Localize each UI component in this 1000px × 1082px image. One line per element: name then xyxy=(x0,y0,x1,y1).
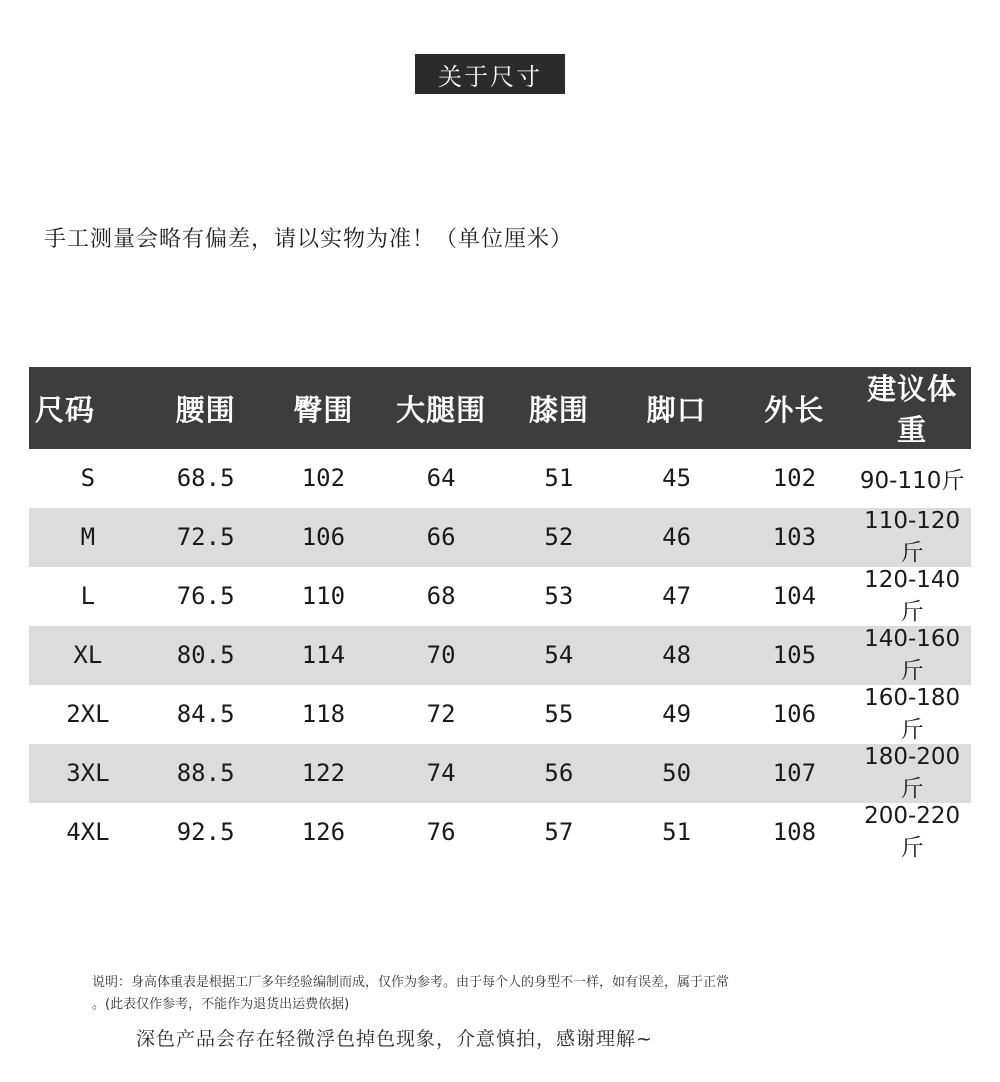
hip-cell: 118 xyxy=(301,700,346,729)
disclaimer xyxy=(92,972,729,1016)
measurement-note: 手工测量会略有偏差，请以实物为准！（单位厘米） xyxy=(44,227,574,252)
thigh-cell: 76 xyxy=(426,818,456,847)
header-waist: 腰围 xyxy=(147,367,265,449)
size-cell: L xyxy=(80,582,96,611)
knee-cell: 56 xyxy=(500,744,618,803)
hip-cell: 126 xyxy=(301,818,346,847)
size-cell: M xyxy=(29,508,147,567)
knee-cell: 53 xyxy=(544,582,574,611)
leg-opening-cell: 49 xyxy=(662,700,692,729)
disclaimer-line-2: 。(此表仅作参考，不能作为退货出运费依据) xyxy=(92,997,350,1012)
weight-cell: 120-140斤 xyxy=(864,566,961,625)
outseam-cell: 104 xyxy=(772,582,817,611)
outseam-cell: 102 xyxy=(772,464,817,493)
waist-cell: 68.5 xyxy=(176,464,235,493)
table-row xyxy=(29,685,971,744)
waist-cell: 88.5 xyxy=(147,744,265,803)
hip-cell: 122 xyxy=(265,744,383,803)
knee-cell: 54 xyxy=(500,626,618,685)
leg-opening-cell: 48 xyxy=(618,626,736,685)
header-knee: 膝围 xyxy=(500,367,618,449)
size-cell: 4XL xyxy=(66,818,110,847)
thigh-cell: 70 xyxy=(382,626,500,685)
color-fading-note: 深色产品会存在轻微浮色掉色现象，介意慎拍，感谢理解~ xyxy=(136,1028,653,1050)
weight-cell: 160-180斤 xyxy=(864,684,961,743)
size-cell: 3XL xyxy=(29,744,147,803)
thigh-cell: 74 xyxy=(382,744,500,803)
header-hip: 臀围 xyxy=(265,367,383,449)
size-chart-table xyxy=(29,367,971,862)
table-row xyxy=(29,449,971,508)
table-header-row xyxy=(29,367,971,449)
header-thigh: 大腿围 xyxy=(382,367,500,449)
weight-cell: 200-220斤 xyxy=(864,802,961,861)
outseam-cell: 106 xyxy=(772,700,817,729)
outseam-cell: 108 xyxy=(772,818,817,847)
size-cell: 2XL xyxy=(66,700,110,729)
outseam-cell: 103 xyxy=(736,508,854,567)
table-row xyxy=(29,744,971,803)
table-row xyxy=(29,567,971,626)
thigh-cell: 68 xyxy=(426,582,456,611)
hip-cell: 110 xyxy=(301,582,346,611)
knee-cell: 51 xyxy=(544,464,574,493)
leg-opening-cell: 46 xyxy=(618,508,736,567)
hip-cell: 106 xyxy=(265,508,383,567)
header-suggested-weight: 建议体重 xyxy=(853,367,971,449)
table-row xyxy=(29,803,971,862)
header-leg-opening: 脚口 xyxy=(618,367,736,449)
size-cell: S xyxy=(80,464,96,493)
knee-cell: 52 xyxy=(500,508,618,567)
outseam-cell: 105 xyxy=(736,626,854,685)
weight-cell: 180-200斤 xyxy=(853,744,971,803)
leg-opening-cell: 50 xyxy=(618,744,736,803)
page-title: 关于尺寸 xyxy=(415,54,565,94)
leg-opening-cell: 47 xyxy=(662,582,692,611)
disclaimer-line-1: 说明：身高体重表是根据工厂多年经验编制而成，仅作为参考。由于每个人的身型不一样，如有误差，属于正常 xyxy=(92,975,730,990)
weight-cell: 140-160斤 xyxy=(853,626,971,685)
outseam-cell: 107 xyxy=(736,744,854,803)
size-cell: XL xyxy=(29,626,147,685)
leg-opening-cell: 51 xyxy=(662,818,692,847)
thigh-cell: 72 xyxy=(426,700,456,729)
knee-cell: 55 xyxy=(544,700,574,729)
weight-cell: 90-110斤 xyxy=(859,467,965,494)
waist-cell: 80.5 xyxy=(147,626,265,685)
hip-cell: 102 xyxy=(301,464,346,493)
waist-cell: 92.5 xyxy=(176,818,235,847)
table-row xyxy=(29,508,971,567)
hip-cell: 114 xyxy=(265,626,383,685)
header-outseam: 外长 xyxy=(736,367,854,449)
table-row xyxy=(29,626,971,685)
waist-cell: 84.5 xyxy=(176,700,235,729)
leg-opening-cell: 45 xyxy=(662,464,692,493)
weight-cell: 110-120斤 xyxy=(853,508,971,567)
waist-cell: 72.5 xyxy=(147,508,265,567)
thigh-cell: 66 xyxy=(382,508,500,567)
waist-cell: 76.5 xyxy=(176,582,235,611)
thigh-cell: 64 xyxy=(426,464,456,493)
knee-cell: 57 xyxy=(544,818,574,847)
header-size: 尺码 xyxy=(29,367,147,449)
